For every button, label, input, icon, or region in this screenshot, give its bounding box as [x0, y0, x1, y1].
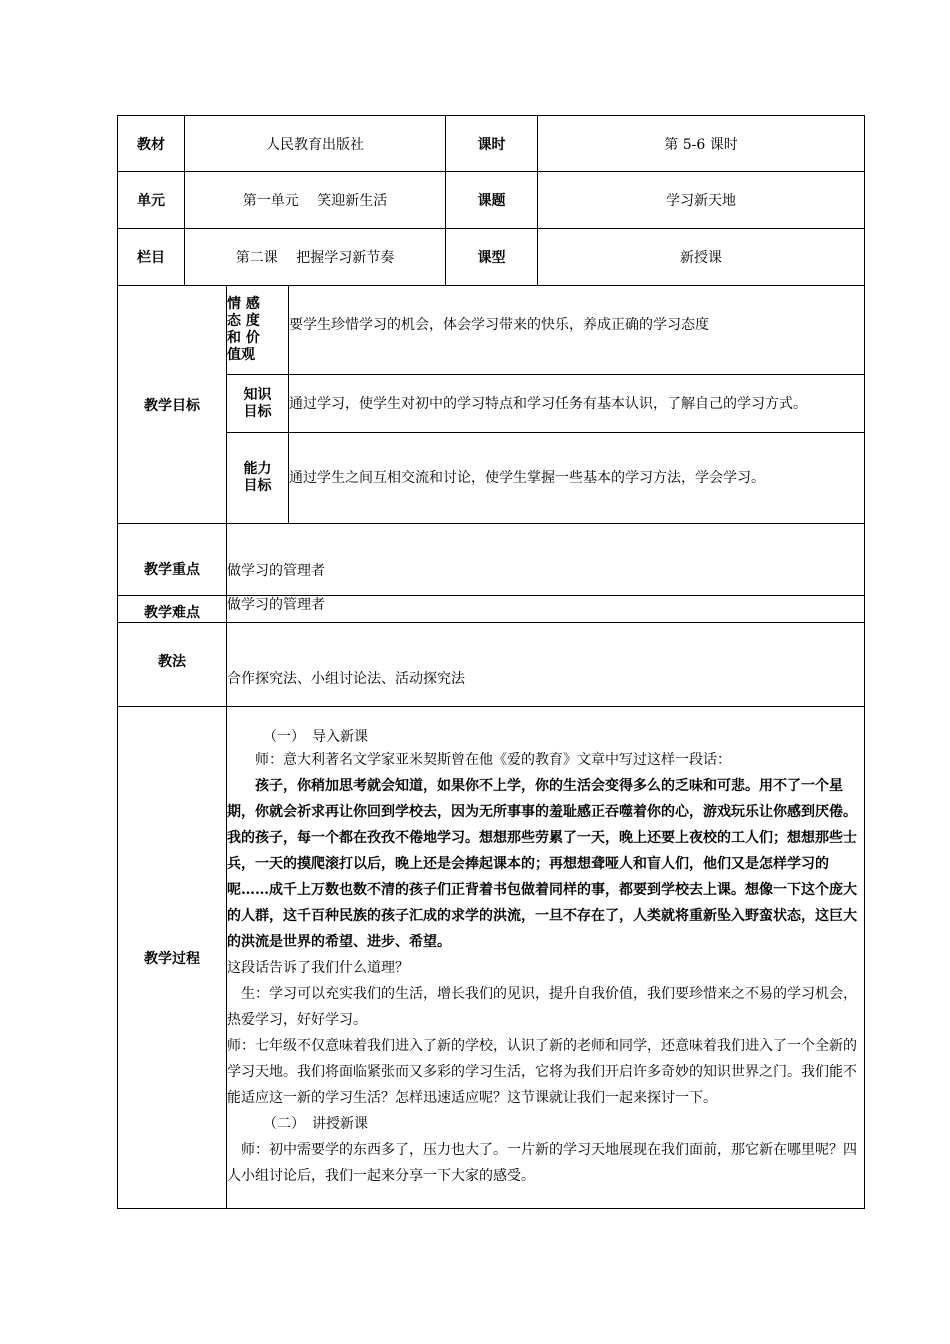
knowledge-label-line-2: 目标 [243, 403, 272, 420]
emotion-label-line-3: 和 价 [227, 330, 260, 346]
row-difficulty [118, 596, 865, 623]
emotion-label-line-4: 值观 [227, 347, 255, 363]
ability-goal-label [227, 433, 289, 524]
emotion-label-line-2: 态 度 [227, 313, 260, 329]
column-label: 栏目 [118, 229, 185, 286]
process-label: 教学过程 [118, 707, 227, 1209]
process-heading-2: （二） 讲授新课 [263, 1115, 368, 1132]
process-quote: 孩子，你稍加思考就会知道，如果你不上学，你的生活会变得多么的乏味和可悲。用不了一个星期，你就会祈求再让你回到学校去，因为无所事事的羞耻感正吞噬着你的心，游戏玩乐让你感到厌倦。我的孩子，每一个都在孜孜不倦地学习。想想那些劳累了一天，晚上还要上夜校的工人们；想想那些士兵，一天的摸爬滚打以后，晚上还是会捧起课本的；再想想聋哑人和盲人们，他们又是怎样学习的呢……成千上万数也数不清的孩子们正背着书包做着同样的事，都要到学校去上课。想像一下这个庞大的人群，这千百种民族的孩子汇成的求学的洪流，一旦不存在了，人类就将重新坠入野蛮状态，这巨大的洪流是世界的希望、进步、希望。 [227, 777, 857, 950]
topic-value: 学习新天地 [538, 172, 865, 229]
process-teacher-2: 师：七年级不仅意味着我们进入了新的学校，认识了新的老师和同学，还意味着我们进入了一个全新的学习天地。我们将面临紧张而又多彩的学习生活，它将为我们开启许多奇妙的知识世界之门。我们能不能适应这一新的学习生活？怎样迅速适应呢？这节课就让我们一起来探讨一下。 [227, 1037, 857, 1106]
row-textbook [118, 116, 865, 172]
unit-label: 单元 [118, 172, 185, 229]
process-teacher-1: 师：意大利著名文学家亚米契斯曾在他《爱的教育》文章中写过这样一段话： [255, 751, 731, 768]
ability-goal-text: 通过学生之间互相交流和讨论，使学生掌握一些基本的学习方法，学会学习。 [289, 433, 865, 524]
process-question: 这段话告诉了我们什么道理？ [227, 959, 409, 976]
row-key-point [118, 524, 865, 596]
process-content [227, 707, 865, 1209]
key-point-label: 教学重点 [118, 524, 227, 596]
method-text: 合作探究法、小组讨论法、活动探究法 [227, 623, 865, 707]
row-process [118, 707, 865, 1209]
knowledge-goal-text: 通过学习，使学生对初中的学习特点和学习任务有基本认识，了解自己的学习方式。 [289, 375, 865, 433]
emotion-goal-text: 要学生珍惜学习的机会，体会学习带来的快乐，养成正确的学习态度 [289, 286, 865, 375]
row-method [118, 623, 865, 707]
difficulty-text: 做学习的管理者 [227, 596, 865, 623]
process-heading-1: （一） 导入新课 [263, 728, 368, 745]
row-goal-emotion [118, 286, 865, 375]
type-value: 新授课 [538, 229, 865, 286]
key-point-text: 做学习的管理者 [227, 524, 865, 596]
lesson-plan-table [117, 115, 865, 1209]
emotion-label-line-1: 情 感 [227, 296, 260, 312]
difficulty-label: 教学难点 [118, 596, 227, 623]
topic-label: 课题 [446, 172, 538, 229]
ability-label-line-1: 能力 [243, 461, 272, 477]
emotion-goal-label [227, 286, 289, 375]
knowledge-goal-label [227, 375, 289, 433]
type-label: 课型 [446, 229, 538, 286]
period-label: 课时 [446, 116, 538, 172]
column-value: 第二课 把握学习新节奏 [185, 229, 446, 286]
unit-value: 第一单元 笑迎新生活 [185, 172, 446, 229]
row-goal-ability [118, 433, 865, 524]
row-goal-knowledge [118, 375, 865, 433]
goals-label: 教学目标 [118, 286, 227, 524]
method-label: 教法 [118, 623, 227, 707]
knowledge-label-line-1: 知识 [243, 386, 272, 403]
ability-label-line-2: 目标 [243, 478, 272, 494]
row-column [118, 229, 865, 286]
period-value: 第 5-6 课时 [538, 116, 865, 172]
process-teacher-3: 师：初中需要学的东西多了，压力也大了。一片新的学习天地展现在我们面前，那它新在哪里呢？四人小组讨论后，我们一起来分享一下大家的感受。 [227, 1141, 857, 1184]
process-student: 生：学习可以充实我们的生活，增长我们的见识，提升自我价值，我们要珍惜来之不易的学习机会，热爱学习，好好学习。 [227, 985, 857, 1028]
textbook-value: 人民教育出版社 [185, 116, 446, 172]
row-unit [118, 172, 865, 229]
textbook-label: 教材 [118, 116, 185, 172]
